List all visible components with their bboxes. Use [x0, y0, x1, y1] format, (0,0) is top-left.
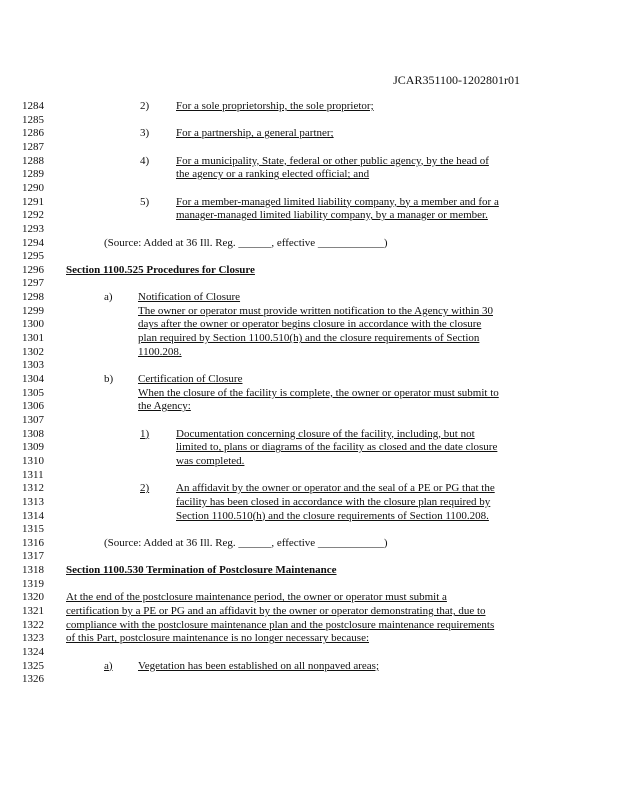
line-number: 1315 [22, 523, 44, 536]
line-text: The owner or operator must provide written notification to the Agency within 30 [138, 304, 493, 317]
document-line [0, 673, 618, 686]
line-number: 1320 [22, 591, 44, 604]
document-line [0, 550, 618, 563]
document-line [0, 660, 618, 673]
line-number: 1300 [22, 318, 44, 331]
line-number: 1322 [22, 618, 44, 631]
line-number: 1324 [22, 646, 44, 658]
document-line [0, 155, 618, 168]
line-text: Certification of Closure [138, 373, 243, 385]
document-line [0, 510, 618, 523]
line-number: 1293 [22, 222, 44, 235]
list-label: b) [104, 373, 114, 385]
document-line [0, 591, 618, 604]
line-text: When the closure of the facility is complete, the owner or operator must submit to [138, 386, 499, 399]
line-number: 1295 [22, 250, 44, 263]
list-label: 3) [140, 127, 150, 140]
document-line [0, 100, 618, 113]
list-label: a) [104, 291, 113, 304]
line-number: 1290 [22, 181, 44, 194]
line-number: 1321 [22, 605, 44, 618]
line-text: the agency or a ranking elected official; and [176, 168, 370, 181]
document-line [0, 496, 618, 509]
line-text: the Agency: [138, 400, 191, 413]
line-number: 1286 [22, 127, 44, 140]
line-number: 1323 [22, 632, 44, 645]
line-text: of this Part, postclosure maintenance is no longer necessary because: [66, 632, 370, 645]
document-line [0, 400, 618, 413]
line-number: 1296 [22, 263, 44, 276]
line-number: 1305 [22, 386, 44, 399]
line-number: 1302 [22, 345, 44, 358]
source-note: (Source: Added at 36 Ill. Reg. ______, effective ____________) [104, 236, 388, 249]
document-line [0, 359, 618, 372]
document-line [0, 223, 618, 236]
document-line [0, 373, 618, 386]
document-line [0, 414, 618, 427]
document-line [0, 537, 618, 550]
line-number: 1310 [22, 454, 44, 467]
line-number: 1314 [22, 509, 44, 522]
document-line [0, 141, 618, 154]
line-number: 1309 [22, 441, 44, 454]
document-line [0, 441, 618, 454]
line-number: 1299 [22, 304, 44, 317]
line-number: 1318 [22, 564, 44, 577]
document-line [0, 564, 618, 577]
line-number: 1308 [22, 427, 44, 440]
line-text: facility has been closed in accordance with the closure plan required by [176, 495, 491, 508]
line-text: limited to, plans or diagrams of the facility as closed and the date closure [176, 441, 498, 454]
document-line [0, 387, 618, 400]
line-text: For a municipality, State, federal or other public agency, by the head of [176, 154, 489, 167]
list-label: a) [104, 659, 113, 672]
line-text: 1100.208. [138, 345, 182, 358]
line-number: 1313 [22, 495, 44, 508]
document-line [0, 619, 618, 632]
line-number: 1325 [22, 659, 44, 672]
line-number: 1303 [22, 359, 44, 372]
line-number: 1292 [22, 209, 44, 222]
line-number: 1307 [22, 413, 44, 426]
document-line [0, 168, 618, 181]
line-number: 1284 [22, 100, 44, 112]
list-label: 2) [140, 482, 150, 495]
document-line [0, 632, 618, 645]
line-number: 1291 [22, 195, 44, 208]
line-number: 1288 [22, 154, 44, 167]
document-line [0, 578, 618, 591]
document-line [0, 237, 618, 250]
line-text: For a sole proprietorship, the sole proprietor; [176, 100, 374, 112]
line-number: 1312 [22, 482, 44, 495]
document-line [0, 196, 618, 209]
line-text: compliance with the postclosure maintenance plan and the postclosure maintenance requirements [66, 618, 495, 631]
section-heading: Section 1100.525 Procedures for Closure [66, 263, 255, 276]
line-number: 1317 [22, 550, 44, 563]
source-note: (Source: Added at 36 Ill. Reg. ______, effective ____________) [104, 536, 388, 549]
line-text: certification by a PE or PG and an affidavit by the owner or operator demonstrating that, due to [66, 605, 486, 618]
line-number: 1301 [22, 332, 44, 345]
line-number: 1289 [22, 168, 44, 181]
line-number: 1285 [22, 113, 44, 126]
document-line [0, 305, 618, 318]
line-text: Vegetation has been established on all nonpaved areas; [138, 659, 380, 672]
document-line [0, 182, 618, 195]
line-number: 1319 [22, 577, 44, 590]
document-line [0, 346, 618, 359]
document-id: JCAR351100-1202801r01 [393, 73, 520, 87]
line-text: For a partnership, a general partner; [176, 127, 334, 140]
document-line [0, 127, 618, 140]
line-text: manager-managed limited liability company, by a manager or member. [176, 209, 488, 222]
list-label: 1) [140, 427, 150, 440]
document-line [0, 482, 618, 495]
line-number: 1294 [22, 236, 44, 249]
line-number: 1316 [22, 536, 44, 549]
line-text: For a member-managed limited liability company, by a member and for a [176, 195, 499, 208]
list-label: 2) [140, 100, 150, 112]
document-line [0, 646, 618, 659]
line-number: 1311 [22, 468, 44, 481]
line-number: 1297 [22, 277, 44, 290]
list-label: 4) [140, 154, 150, 167]
document-line [0, 332, 618, 345]
document-line [0, 318, 618, 331]
document-line [0, 523, 618, 536]
document-line [0, 264, 618, 277]
line-number: 1287 [22, 140, 44, 153]
line-number: 1306 [22, 400, 44, 413]
document-line [0, 114, 618, 127]
line-number: 1326 [22, 673, 44, 686]
document-line [0, 605, 618, 618]
document-line [0, 455, 618, 468]
list-label: 5) [140, 195, 150, 208]
line-text: days after the owner or operator begins closure in accordance with the closure [138, 318, 482, 331]
section-heading: Section 1100.530 Termination of Postclosure Maintenance [66, 564, 337, 577]
document-line [0, 469, 618, 482]
line-text: Documentation concerning closure of the facility, including, but not [176, 427, 475, 440]
line-text: Notification of Closure [138, 291, 241, 304]
line-text: Section 1100.510(h) and the closure requirements of Section 1100.208. [176, 509, 489, 522]
line-number: 1304 [22, 373, 44, 385]
document-line [0, 250, 618, 263]
line-text: An affidavit by the owner or operator and the seal of a PE or PG that the [176, 482, 495, 495]
document-line [0, 277, 618, 290]
line-number: 1298 [22, 291, 44, 304]
line-text: At the end of the postclosure maintenance period, the owner or operator must submit a [66, 591, 447, 604]
document-line [0, 209, 618, 222]
line-text: was completed. [176, 454, 245, 467]
document-line [0, 428, 618, 441]
line-text: plan required by Section 1100.510(h) and the closure requirements of Section [138, 332, 480, 345]
document-line [0, 291, 618, 304]
